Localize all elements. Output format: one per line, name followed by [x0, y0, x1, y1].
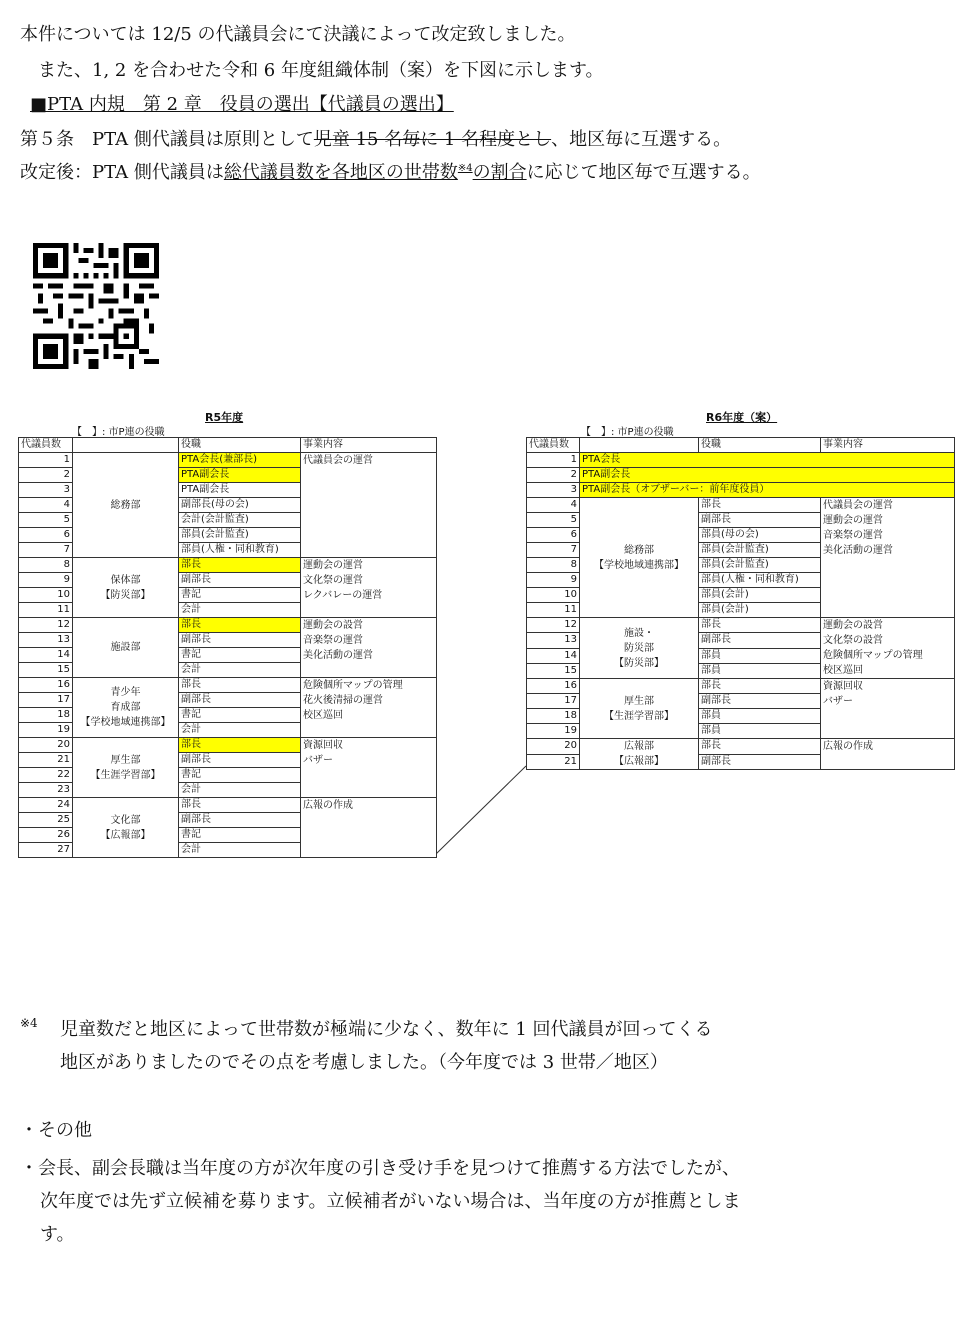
r6-role: 副部長 — [699, 633, 821, 648]
r6-row — [527, 498, 955, 513]
r6-activities: 代議員会の運営 運動会の運営 音楽祭の運営 美化活動の運営 — [821, 498, 955, 618]
r5-role: 副部長 — [179, 813, 301, 828]
r6-legend: 【 】: 市P連の役職 — [581, 427, 674, 438]
r5-header-2: 役職 — [179, 438, 301, 453]
article-revised — [20, 158, 761, 184]
r5-activities: 危険個所マップの管理 花火後清掃の運営 校区巡回 — [301, 678, 437, 738]
article-prefix: 第５条 PTA 側代議員は原則として — [20, 129, 314, 150]
r6-delegate-number: 4 — [527, 498, 580, 513]
r6-header-0: 代議員数 — [527, 438, 580, 453]
footnote-line-1: 児童数だと地区によって世帯数が極端に少なく、数年に 1 回代議員が回ってくる — [60, 1019, 713, 1040]
r5-role: 副部長 — [179, 633, 301, 648]
r5-delegate-number: 12 — [19, 618, 73, 633]
r5-activities: 広報の作成 — [301, 798, 437, 858]
r6-role: 部長 — [699, 498, 821, 513]
r6-delegate-number: 15 — [527, 663, 580, 678]
r5-role: PTA副会長 — [179, 483, 301, 498]
r5-role: 書記 — [179, 648, 301, 663]
r6-delegate-number: 1 — [527, 453, 580, 468]
revised-prefix: 改定後：PTA 側代議員は — [20, 162, 224, 183]
r6-activities: 資源回収 バザー — [821, 679, 955, 739]
r5-activities: 代議員会の運営 — [301, 453, 437, 558]
r6-officer-role: PTA会長 — [580, 453, 955, 468]
r5-delegate-number: 2 — [19, 468, 73, 483]
r5-delegate-number: 22 — [19, 768, 73, 783]
r6-department: 厚生部 【生涯学習部】 — [580, 679, 699, 739]
r6-delegate-number: 11 — [527, 603, 580, 618]
r6-delegate-number: 21 — [527, 754, 580, 770]
r5-department: 厚生部 【生涯学習部】 — [73, 738, 179, 798]
qr-code — [33, 243, 159, 369]
r6-role: 部長 — [699, 679, 821, 694]
r6-role: 部員(会計監査) — [699, 558, 821, 573]
r6-row — [527, 679, 955, 694]
r6-delegate-number: 19 — [527, 724, 580, 739]
r5-header-0: 代議員数 — [19, 438, 73, 453]
r6-delegate-number: 14 — [527, 648, 580, 663]
r6-delegate-number: 20 — [527, 739, 580, 755]
other-line-3: す。 — [40, 1224, 75, 1245]
r6-role: 部員(会計監査) — [699, 543, 821, 558]
r5-role: 副部長 — [179, 693, 301, 708]
r6-role: 部員 — [699, 709, 821, 724]
r5-delegate-number: 15 — [19, 663, 73, 678]
r5-header-3: 事業内容 — [301, 438, 437, 453]
r6-role: 副部長 — [699, 754, 821, 770]
r5-role: 会計 — [179, 723, 301, 738]
r5-department: 保体部 【防災部】 — [73, 558, 179, 618]
r6-delegate-number: 17 — [527, 694, 580, 709]
r6-delegate-number: 18 — [527, 709, 580, 724]
r5-activities: 資源回収 バザー — [301, 738, 437, 798]
r5-delegate-number: 11 — [19, 603, 73, 618]
r6-activities: 広報の作成 — [821, 739, 955, 770]
r5-role: 書記 — [179, 588, 301, 603]
intro-line-2: また、1, 2 を合わせた令和 6 年度組織体制（案）を下図に示します。 — [38, 60, 604, 81]
r6-delegate-number: 5 — [527, 513, 580, 528]
r6-delegate-number: 3 — [527, 483, 580, 498]
r6-department: 施設・ 防災部 【防災部】 — [580, 618, 699, 679]
r6-row — [527, 618, 955, 633]
r6-role: 部長 — [699, 739, 821, 755]
r6-role: 部長 — [699, 618, 821, 633]
article-5 — [20, 125, 731, 151]
r5-title: R5年度 — [205, 411, 244, 424]
r6-header-1 — [580, 438, 699, 453]
r6-officer-role: PTA副会長 — [580, 468, 955, 483]
r5-delegate-number: 9 — [19, 573, 73, 588]
article-suffix: 、地区毎に互選する。 — [551, 129, 732, 150]
r5-delegate-number: 21 — [19, 753, 73, 768]
r5-delegate-number: 18 — [19, 708, 73, 723]
r6-delegate-number: 16 — [527, 679, 580, 694]
footnote-mark: ※4 — [20, 1016, 38, 1030]
r6-delegate-number: 12 — [527, 618, 580, 633]
r6-role: 副部長 — [699, 513, 821, 528]
r6-officer-row — [527, 483, 955, 498]
r6-role: 部員 — [699, 724, 821, 739]
r5-delegate-number: 27 — [19, 843, 73, 858]
r6-delegate-number: 10 — [527, 588, 580, 603]
r5-delegate-number: 6 — [19, 528, 73, 543]
r5-role: 書記 — [179, 708, 301, 723]
r6-role: 部員(人権・同和教育) — [699, 573, 821, 588]
r5-role: 部員(会計監査) — [179, 528, 301, 543]
r5-role: 部長 — [179, 738, 301, 753]
r6-role: 副部長 — [699, 694, 821, 709]
r5-role: 部長 — [179, 618, 301, 633]
revised-note-mark: ※4 — [457, 163, 473, 174]
footnote-line-2: 地区がありましたのでその点を考慮しました。（今年度では 3 世帯／地区） — [60, 1052, 668, 1073]
r5-delegate-number: 10 — [19, 588, 73, 603]
r5-delegate-number: 16 — [19, 678, 73, 693]
r6-activities: 運動会の設営 文化祭の設営 危険個所マップの管理 校区巡回 — [821, 618, 955, 679]
r5-header-1 — [73, 438, 179, 453]
r5-department: 文化部 【広報部】 — [73, 798, 179, 858]
r5-department: 青少年 育成部 【学校地域連携部】 — [73, 678, 179, 738]
r6-role: 部員(母の会) — [699, 528, 821, 543]
other-line-2: 次年度では先ず立候補を募ります。立候補者がいない場合は、当年度の方が推薦としま — [40, 1191, 741, 1212]
revised-underlined-2: の割合 — [472, 162, 527, 183]
r6-delegate-number: 13 — [527, 633, 580, 648]
r5-row — [19, 678, 437, 693]
r6-role: 部員(会計) — [699, 603, 821, 618]
r5-role: 部長 — [179, 798, 301, 813]
r5-role: 副部長(母の会) — [179, 498, 301, 513]
r5-role: 副部長 — [179, 573, 301, 588]
other-heading: ・その他 — [20, 1120, 92, 1141]
r6-header-2: 役職 — [699, 438, 821, 453]
r6-delegate-number: 9 — [527, 573, 580, 588]
r5-delegate-number: 14 — [19, 648, 73, 663]
r5-role: 部長 — [179, 678, 301, 693]
r5-role: 会計 — [179, 663, 301, 678]
r6-row — [527, 739, 955, 755]
r6-role: 部員 — [699, 663, 821, 678]
r6-delegate-number: 2 — [527, 468, 580, 483]
connector-top-line — [430, 420, 530, 760]
r6-header-3: 事業内容 — [821, 438, 955, 453]
section-heading: ■PTA 内規 第 2 章 役員の選出【代議員の選出】 — [30, 94, 454, 115]
article-struck-text: 児童 15 名毎に 1 名程度とし — [313, 129, 552, 150]
r5-department: 総務部 — [73, 453, 179, 558]
r5-delegate-number: 20 — [19, 738, 73, 753]
r5-delegate-number: 17 — [19, 693, 73, 708]
r5-delegate-number: 3 — [19, 483, 73, 498]
r6-delegate-number: 6 — [527, 528, 580, 543]
r5-role: 副部長 — [179, 753, 301, 768]
r6-role: 部員 — [699, 648, 821, 663]
r6-officer-role: PTA副会長（オブザーバー：前年度役員） — [580, 483, 955, 498]
r5-delegate-number: 4 — [19, 498, 73, 513]
r5-row — [19, 558, 437, 573]
r5-delegate-number: 24 — [19, 798, 73, 813]
r5-role: PTA会長(兼部長) — [179, 453, 301, 468]
r5-role: 書記 — [179, 768, 301, 783]
r5-department: 施設部 — [73, 618, 179, 678]
r5-delegate-number: 1 — [19, 453, 73, 468]
r6-officer-row — [527, 453, 955, 468]
other-line-1: ・会長、副会長職は当年度の方が次年度の引き受け手を見つけて推薦する方法でしたが、 — [20, 1158, 740, 1179]
revised-suffix: に応じて地区毎で互選する。 — [526, 162, 761, 183]
r5-delegate-number: 8 — [19, 558, 73, 573]
r5-role: 会計(会計監査) — [179, 513, 301, 528]
r5-row — [19, 738, 437, 753]
r6-officer-row — [527, 468, 955, 483]
intro-line-1: 本件については 12/5 の代議員会にて決議によって改定致しました。 — [20, 24, 576, 45]
r5-activities: 運動会の設営 音楽祭の運営 美化活動の運営 — [301, 618, 437, 678]
r6-delegate-number: 7 — [527, 543, 580, 558]
r5-header-row — [19, 438, 437, 453]
r6-org-table — [526, 437, 955, 770]
r6-department: 広報部 【広報部】 — [580, 739, 699, 770]
r5-role: PTA副会長 — [179, 468, 301, 483]
r5-delegate-number: 26 — [19, 828, 73, 843]
r6-title: R6年度（案） — [706, 411, 778, 424]
r6-delegate-number: 8 — [527, 558, 580, 573]
r5-role: 部長 — [179, 558, 301, 573]
r5-row — [19, 453, 437, 468]
r5-role: 会計 — [179, 783, 301, 798]
r5-delegate-number: 25 — [19, 813, 73, 828]
r6-header-row — [527, 438, 955, 453]
r5-legend: 【 】: 市P連の役職 — [72, 427, 165, 438]
r5-activities: 運動会の運営 文化祭の運営 レクバレーの運営 — [301, 558, 437, 618]
r5-org-table — [18, 437, 437, 858]
connector-lines — [436, 754, 536, 854]
r5-delegate-number: 23 — [19, 783, 73, 798]
r5-role: 会計 — [179, 843, 301, 858]
r5-row — [19, 798, 437, 813]
r5-row — [19, 618, 437, 633]
r5-delegate-number: 5 — [19, 513, 73, 528]
r5-role: 部員(人権・同和教育) — [179, 543, 301, 558]
r6-role: 部員(会計) — [699, 588, 821, 603]
revised-underlined: 総代議員数を各地区の世帯数 — [223, 162, 458, 183]
r5-role: 会計 — [179, 603, 301, 618]
r5-delegate-number: 19 — [19, 723, 73, 738]
r5-role: 書記 — [179, 828, 301, 843]
r5-delegate-number: 13 — [19, 633, 73, 648]
r5-delegate-number: 7 — [19, 543, 73, 558]
r6-department: 総務部 【学校地域連携部】 — [580, 498, 699, 618]
